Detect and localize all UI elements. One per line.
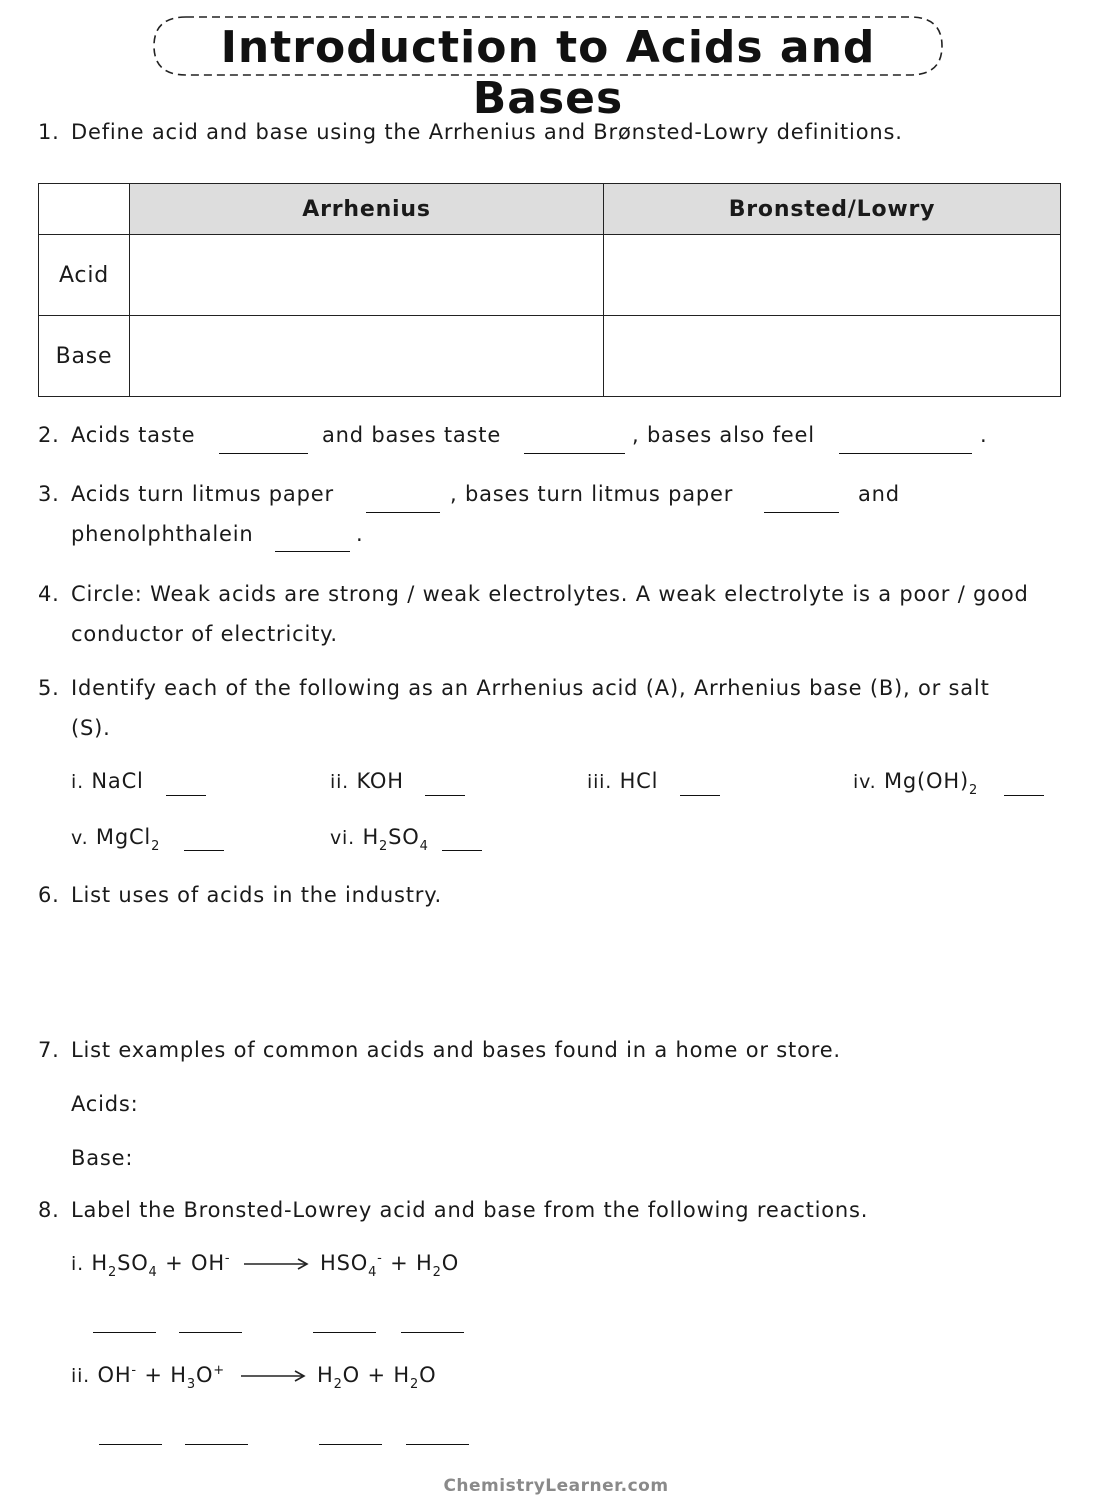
- page-title: Introduction to Acids and Bases: [220, 22, 876, 124]
- subscript: 2: [432, 1265, 442, 1280]
- question-number: 5.: [38, 676, 60, 700]
- answer-blank[interactable]: [764, 512, 839, 513]
- answer-blank[interactable]: [185, 1444, 248, 1445]
- answer-blank[interactable]: [179, 1332, 242, 1333]
- formula: MgCl: [95, 825, 152, 849]
- answer-blank[interactable]: [184, 850, 224, 851]
- question-text: , bases turn litmus paper: [450, 482, 734, 506]
- formula: H: [416, 1251, 433, 1275]
- answer-blank[interactable]: [319, 1444, 382, 1445]
- item-label: ii.: [71, 1365, 90, 1387]
- item-label: iii.: [587, 771, 613, 793]
- question-3: [38, 482, 334, 506]
- question-text: (S).: [71, 716, 111, 740]
- question-4: [38, 582, 1029, 606]
- item-label: vi.: [330, 827, 355, 849]
- answer-blank[interactable]: [442, 850, 482, 851]
- reaction-2-reactants: [71, 1363, 225, 1392]
- answer-blank[interactable]: [313, 1332, 376, 1333]
- formula: HCl: [619, 769, 659, 793]
- answer-blank[interactable]: [366, 512, 440, 513]
- question-5: [38, 676, 990, 700]
- answer-blank[interactable]: [1004, 795, 1044, 796]
- table-corner: [39, 184, 130, 235]
- header-bronsted-lowry: Bronsted/Lowry: [604, 184, 1061, 235]
- answer-blank[interactable]: [219, 453, 308, 454]
- item-mgcl2: [71, 825, 160, 854]
- footer-watermark: ChemistryLearner.com: [443, 1476, 669, 1496]
- subscript: 2: [968, 783, 979, 798]
- subscript: 2: [151, 839, 161, 854]
- question-text: Acids taste: [71, 423, 196, 447]
- formula: SO: [117, 1251, 149, 1275]
- answer-blank[interactable]: [166, 795, 206, 796]
- answer-blank[interactable]: [406, 1444, 469, 1445]
- formula: O: [441, 1251, 460, 1275]
- answer-blank[interactable]: [680, 795, 720, 796]
- plus-sign: +: [367, 1363, 386, 1387]
- item-label: ii.: [330, 771, 349, 793]
- row-acid-label: Acid: [39, 235, 130, 316]
- question-6: [38, 883, 442, 907]
- item-label: i.: [71, 1253, 84, 1275]
- item-koh: [330, 769, 404, 793]
- base-label: Base:: [71, 1146, 134, 1170]
- answer-cell-acid-arrhenius[interactable]: [130, 235, 604, 316]
- formula: O: [195, 1363, 214, 1387]
- question-text: Acids turn litmus paper: [71, 482, 334, 506]
- answer-blank[interactable]: [93, 1332, 156, 1333]
- answer-blank[interactable]: [524, 453, 625, 454]
- answer-blank[interactable]: [839, 453, 972, 454]
- plus-sign: +: [144, 1363, 163, 1387]
- subscript: 4: [419, 839, 429, 854]
- formula: H: [393, 1363, 410, 1387]
- item-nacl: [71, 769, 144, 793]
- row-base-label: Base: [39, 316, 130, 397]
- question-text: , bases also feel: [632, 423, 815, 447]
- question-number: 7.: [38, 1038, 60, 1062]
- question-text: and: [858, 482, 900, 506]
- question-text: Identify each of the following as an Arrhenius acid (A), Arrhenius base (B), or salt: [71, 676, 990, 700]
- item-label: v.: [71, 827, 89, 849]
- subscript: 2: [409, 1377, 420, 1392]
- definitions-table: [38, 183, 1061, 397]
- formula: H: [362, 825, 380, 849]
- formula: H: [170, 1363, 187, 1387]
- formula: HSO: [320, 1251, 369, 1275]
- answer-blank[interactable]: [99, 1444, 162, 1445]
- item-mgoh2: [853, 769, 978, 798]
- formula: OH: [97, 1363, 132, 1387]
- question-number: 3.: [38, 482, 60, 506]
- item-hcl: [587, 769, 658, 793]
- formula: OH: [191, 1251, 225, 1275]
- superscript: -: [131, 1363, 137, 1378]
- reaction-2-products: [317, 1363, 436, 1392]
- title-banner: [150, 14, 946, 124]
- question-8: [38, 1198, 868, 1222]
- question-number: 8.: [38, 1198, 60, 1222]
- question-text: phenolphthalein: [71, 522, 254, 546]
- formula: H: [317, 1363, 334, 1387]
- arrow-icon: [244, 1256, 310, 1272]
- plus-sign: +: [165, 1251, 184, 1275]
- subscript: 4: [368, 1265, 378, 1280]
- formula: Mg(OH): [883, 769, 969, 793]
- period: .: [356, 522, 364, 546]
- question-text: List uses of acids in the industry.: [71, 883, 442, 907]
- superscript: -: [377, 1251, 383, 1266]
- question-2: [38, 423, 195, 447]
- item-label: iv.: [853, 771, 877, 793]
- answer-blank[interactable]: [275, 551, 350, 552]
- formula: SO: [388, 825, 420, 849]
- item-h2so4: [330, 825, 429, 854]
- answer-blank[interactable]: [401, 1332, 464, 1333]
- subscript: 4: [148, 1265, 158, 1280]
- subscript: 2: [333, 1377, 343, 1392]
- subscript: 2: [108, 1265, 118, 1280]
- period: .: [980, 423, 988, 447]
- reaction-1-products: [320, 1251, 459, 1280]
- answer-cell-base-bronsted[interactable]: [604, 316, 1061, 397]
- subscript: 3: [186, 1377, 196, 1392]
- question-number: 2.: [38, 423, 60, 447]
- question-text: Define acid and base using the Arrhenius and Brønsted-Lowry definitions.: [71, 120, 903, 144]
- plus-sign: +: [390, 1251, 409, 1275]
- formula: NaCl: [91, 769, 144, 793]
- question-1: [38, 120, 903, 144]
- formula: KOH: [356, 769, 404, 793]
- question-number: 6.: [38, 883, 60, 907]
- reaction-1-reactants: [71, 1251, 230, 1280]
- subscript: 2: [379, 839, 389, 854]
- question-7: [38, 1038, 841, 1062]
- question-text: Circle: Weak acids are strong / weak electrolytes. A weak electrolyte is a poor / good: [71, 582, 1029, 606]
- formula: O: [419, 1363, 437, 1387]
- answer-blank[interactable]: [425, 795, 465, 796]
- question-text: and bases taste: [322, 423, 502, 447]
- answer-cell-base-arrhenius[interactable]: [130, 316, 604, 397]
- formula: O: [342, 1363, 361, 1387]
- answer-cell-acid-bronsted[interactable]: [604, 235, 1061, 316]
- acids-label: Acids:: [71, 1092, 139, 1116]
- question-number: 1.: [38, 120, 60, 144]
- item-label: i.: [71, 771, 84, 793]
- superscript: -: [224, 1251, 231, 1266]
- formula: H: [91, 1251, 108, 1275]
- header-arrhenius: Arrhenius: [130, 184, 604, 235]
- question-text: Label the Bronsted-Lowrey acid and base from the following reactions.: [71, 1198, 869, 1222]
- question-text: List examples of common acids and bases found in a home or store.: [71, 1038, 841, 1062]
- arrow-icon: [241, 1368, 307, 1384]
- question-number: 4.: [38, 582, 60, 606]
- superscript: +: [213, 1363, 225, 1378]
- question-text: conductor of electricity.: [71, 622, 338, 646]
